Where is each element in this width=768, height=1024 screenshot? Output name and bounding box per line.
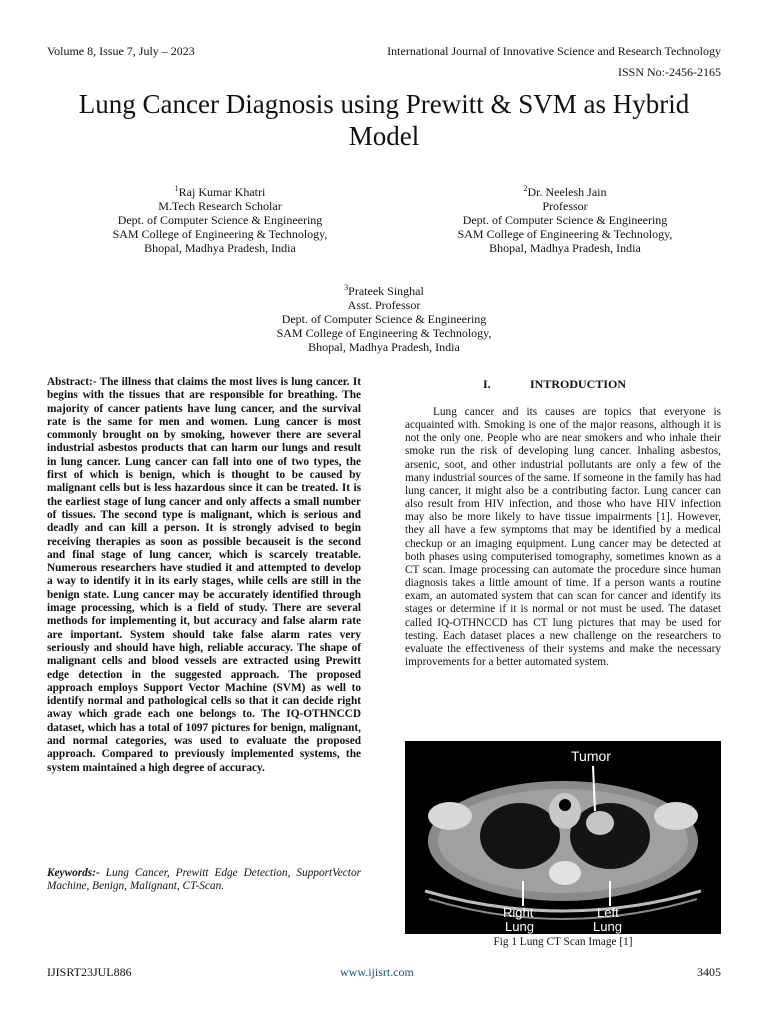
author-location: Bhopal, Madhya Pradesh, India xyxy=(144,241,296,255)
header-journal: International Journal of Innovative Science and Research Technology xyxy=(387,44,721,58)
ct-scan-figure xyxy=(405,741,721,934)
author-role: Asst. Professor xyxy=(347,298,421,312)
author-name: Raj Kumar Khatri xyxy=(178,185,266,199)
keywords-text: Lung Cancer, Prewitt Edge Detection, SupportVector Machine, Benign, Malignant, CT-Scan. xyxy=(47,867,361,893)
author-college: SAM College of Engineering & Technology, xyxy=(112,227,328,241)
author-superscript: 2 xyxy=(523,184,528,193)
author-location: Bhopal, Madhya Pradesh, India xyxy=(489,241,641,255)
figure-caption: Fig 1 Lung CT Scan Image [1] xyxy=(493,936,633,948)
keywords xyxy=(47,867,361,894)
introduction-paragraph: Lung cancer and its causes are topics that everyone is acquainted with. Smoking is one of the major reasons, although it is not the only one. People who are near smokers and who inhale their smoke run the risk of developing lung cancer. Inhaling asbestos, arsenic, soot, and other industrial pollutants are only a few of the many industrial sources of the same. If someone in the family has had lung cancer, it might also be a contributing factor. Lung cancer can also result from HIV infection, and those who have HIV infection may also be more likely to have tissue impairments [1]. However, they all have a few symptoms that may be identified by a medical checkup or an imaging equipment. Lung cancer may be detected at both phases using computerised tomography, sometimes known as a CT scan. Image processing can automate the procedure since human diagnosis takes a little amount of time. If a person wants a routine exam, an automated system that can scan for cancer and identify its stages or determine if it is normal or not must be used. The dataset called IQ-OTHNCCD has CT lung pictures that may be used for testing. Each dataset places a new challenge on the researchers to evaluate the effectiveness of their systems and make the necessary improvements for a better automated system. xyxy=(405,406,721,668)
author-college: SAM College of Engineering & Technology, xyxy=(457,227,673,241)
left-lung-label: Left Lung xyxy=(593,905,622,934)
author-block-2 xyxy=(405,182,725,255)
footer-article-id: IJISRT23JUL886 xyxy=(47,965,132,979)
author-location: Bhopal, Madhya Pradesh, India xyxy=(308,340,460,354)
keywords-label: Keywords:- xyxy=(47,867,100,879)
author-block-1 xyxy=(60,182,380,255)
author-role: M.Tech Research Scholar xyxy=(158,199,282,213)
author-name: Dr. Neelesh Jain xyxy=(527,185,607,199)
abstract: Abstract:- The illness that claims the most lives is lung cancer. It begins with the tissues that are responsible for breathing. The majority of cancer patients have lung cancer, and the survival rate is the same for men and women. Lung cancer is most commonly brought on by smoking, however there are several industrial asbestos products that can harm our lungs and result in lung cancer. Lung cancer can fall into one of two types, the first of which is benign, which is thought to be caused by malignant cells but is less hazardous since it can be treated. It is the earliest stage of lung cancer and only affects a small number of tissues. The second type is malignant, which is serious and deadly and can kill a person. It is strongly advised to begin receiving therapies as soon as possible becauseit is the second and final stage of lung cancer, which is scarcely treatable. Numerous researchers have studied it and attempted to develop a way to identify it in its early stages, while cells are still in the benign state. Lung cancer may be accurately identified through image processing, which is a field of study. There are several methods for implementing it, but accuracy and false alarm rate are important. System should take false alarm rates very seriously and should have high, reliable accuracy. The shape of malignant cells and blood vessels are extracted using Prewitt edge detection in the suggested approach. The proposed approach employs Support Vector Machine (SVM) as well to identify normal and pathological cells so that it can decide right away which grade each one belongs to. The IQ-OTHNCCD dataset, which has a total of 1097 pictures for benign, malignant, and normal categories, was used to evaluate the proposed approach. Compared to previously implemented systems, the system maintained a high degree of accuracy. xyxy=(47,376,361,774)
tumor-label: Tumor xyxy=(571,748,611,764)
section-title: INTRODUCTION xyxy=(530,377,627,391)
paper-title: Lung Cancer Diagnosis using Prewitt & SVM as Hybrid Model xyxy=(78,89,690,151)
author-name: Prateek Singhal xyxy=(348,284,424,298)
author-role: Professor xyxy=(542,199,588,213)
section-number: I. xyxy=(483,377,491,391)
author-college: SAM College of Engineering & Technology, xyxy=(276,326,492,340)
author-dept: Dept. of Computer Science & Engineering xyxy=(462,213,668,227)
author-superscript: 1 xyxy=(174,184,179,193)
author-dept: Dept. of Computer Science & Engineering xyxy=(117,213,323,227)
header-issn: ISSN No:-2456-2165 xyxy=(617,65,721,79)
author-dept: Dept. of Computer Science & Engineering xyxy=(281,312,487,326)
footer-page-number: 3405 xyxy=(697,965,721,979)
author-block-3 xyxy=(224,281,544,354)
right-lung-label: Right Lung xyxy=(503,905,534,934)
author-superscript: 3 xyxy=(344,283,349,292)
header-volume: Volume 8, Issue 7, July – 2023 xyxy=(47,44,195,58)
footer-website-link[interactable]: www.ijisrt.com xyxy=(340,965,414,979)
